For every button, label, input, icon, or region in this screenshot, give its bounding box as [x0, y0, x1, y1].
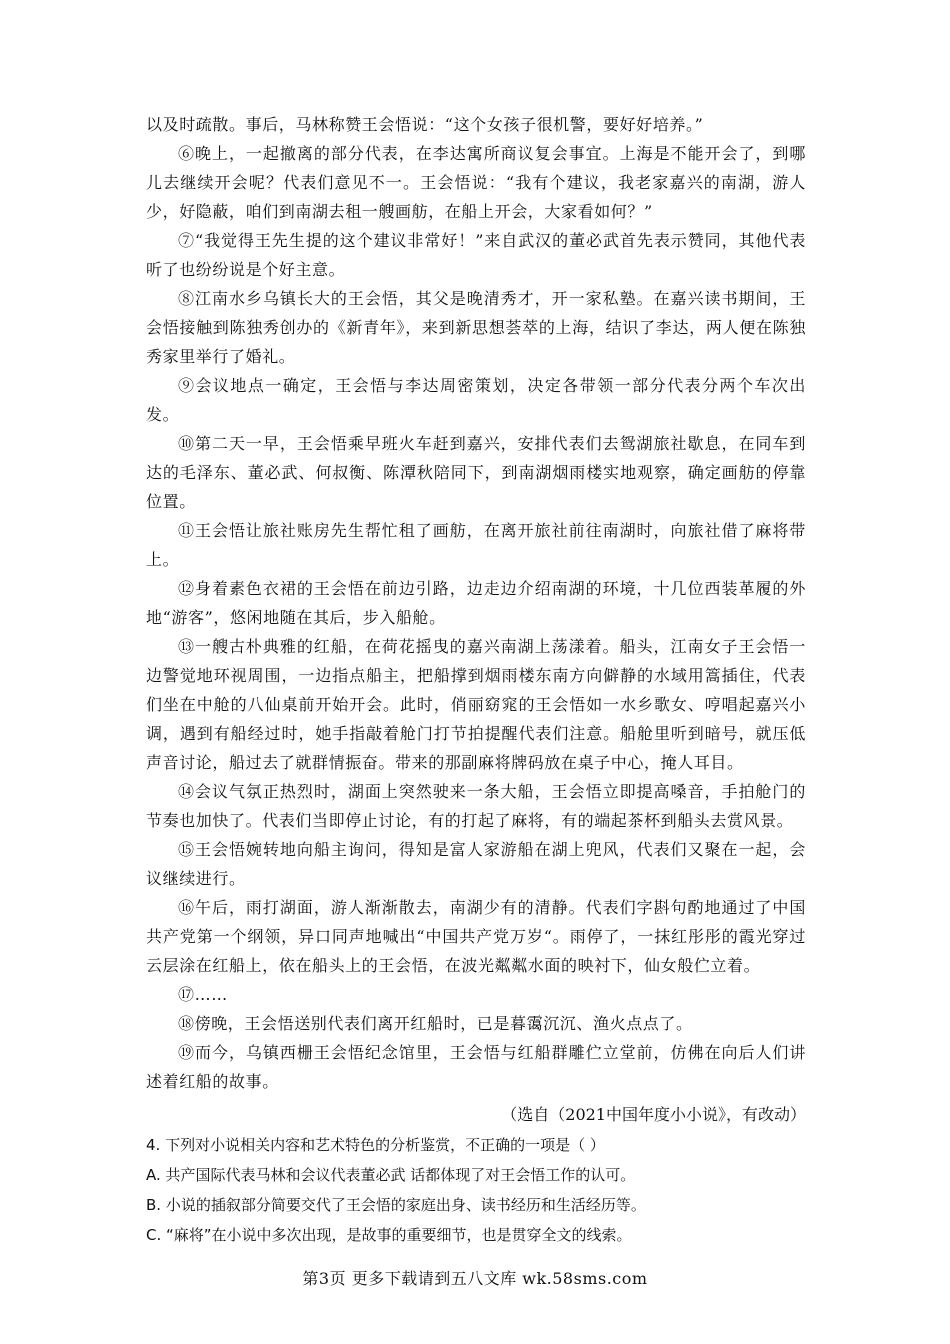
option-c: C. “麻将”在小说中多次出现，是故事的重要细节，也是贯穿全文的线索。 — [146, 1226, 632, 1244]
option-b: B. 小说的插叙部分简要交代了王会悟的家庭出身、读书经历和生活经历等。 — [146, 1196, 646, 1214]
paragraph: ⑰…… — [178, 985, 228, 1004]
option-a: A. 共产国际代表马林和会议代表董必武 话都体现了对王会悟工作的认可。 — [146, 1166, 636, 1184]
paragraph: ⑲而今，乌镇西栅王会悟纪念馆里，王会悟与红船群雕伫立堂前，仿佛在向后人们讲述着红船的故事。 — [146, 1043, 806, 1091]
article-body — [146, 110, 806, 1250]
paragraph: ⑫身着素色衣裙的王会悟在前边引路，边走边介绍南湖的环境，十几位西装革履的外地“游客”，悠闲地随在其后，步入船舱。 — [146, 579, 806, 627]
paragraph: ⑥晚上，一起撤离的部分代表，在李达寓所商议复会事宜。上海是不能开会了，到哪儿去继续开会呢？代表们意见不一。王会悟说：“我有个建议，我老家嘉兴的南湖，游人少，好隐蔽，咱们到南湖去租一艘画舫，在船上开会，大家看如何？” — [146, 144, 806, 221]
paragraph: 以及时疏散。事后，马林称赞王会悟说：“这个女孩子很机警，要好好培养。” — [146, 115, 704, 134]
paragraph: ⑦“我觉得王先生提的这个建议非常好！”来自武汉的董必武首先表示赞同，其他代表听了也纷纷说是个好主意。 — [146, 231, 806, 279]
page-footer: 第3页 更多下载请到五八文库 wk.58sms.com — [302, 1269, 648, 1288]
paragraph: ⑬一艘古朴典雅的红船，在荷花摇曳的嘉兴南湖上荡漾着。船头，江南女子王会悟一边警觉地环视周围，一边指点船主，把船撑到烟雨楼东南方向僻静的水域用篙插住，代表们坐在中舱的八仙桌前开始开会。此时，俏丽窈窕的王会悟如一水乡歌女、哼唱起嘉兴小调，遇到有船经过时，她手指敲着舱门打节拍提醒代表们注意。船舱里听到暗号，就压低声音讨论，船过去了就群情振奋。带来的那副麻将牌码放在桌子中心，掩人耳目。 — [146, 637, 806, 772]
question-stem: 4. 下列对小说相关内容和艺术特色的分析鉴赏，不正确的一项是（ ） — [146, 1136, 605, 1154]
source-citation: （选自（2021中国年度小小说》，有改动） — [501, 1105, 806, 1124]
paragraph: ⑭会议气氛正热烈时，湖面上突然驶来一条大船，王会悟立即提高嗓音，手拍舱门的节奏也加快了。代表们当即停止讨论，有的打起了麻将，有的端起茶杯到船头去赏风景。 — [146, 782, 806, 830]
paragraph: ⑩第二天一早，王会悟乘早班火车赶到嘉兴，安排代表们去鸳湖旅社歇息，在同车到达的毛泽东、董必武、何叔衡、陈潭秋陪同下，到南湖烟雨楼实地观察，确定画舫的停靠位置。 — [146, 434, 806, 511]
paragraph: ⑯午后，雨打湖面，游人渐渐散去，南湖少有的清静。代表们字斟句酌地通过了中国共产党第一个纲领，异口同声地喊出“中国共产党万岁“。雨停了，一抹红彤彤的霞光穿过云层涂在红船上，依在船头上的王会悟，在波光粼粼水面的映衬下，仙女般伫立着。 — [146, 898, 806, 975]
paragraph: ⑨会议地点一确定，王会悟与李达周密策划，决定各带领一部分代表分两个车次出发。 — [146, 376, 806, 424]
paragraph: ⑮王会悟婉转地向船主询问，得知是富人家游船在湖上兜风，代表们又聚在一起，会议继续进行。 — [146, 840, 806, 888]
paragraph: ⑱傍晚，王会悟送别代表们离开红船时，已是暮霭沉沉、渔火点点了。 — [178, 1014, 693, 1033]
paragraph: ⑧江南水乡乌镇长大的王会悟，其父是晚清秀才，开一家私塾。在嘉兴读书期间，王会悟接触到陈独秀创办的《新青年》，来到新思想荟萃的上海，结识了李达，两人便在陈独秀家里举行了婚礼。 — [146, 289, 806, 366]
paragraph: ⑪王会悟让旅社账房先生帮忙租了画舫，在离开旅社前往南湖时，向旅社借了麻将带上。 — [146, 521, 806, 569]
